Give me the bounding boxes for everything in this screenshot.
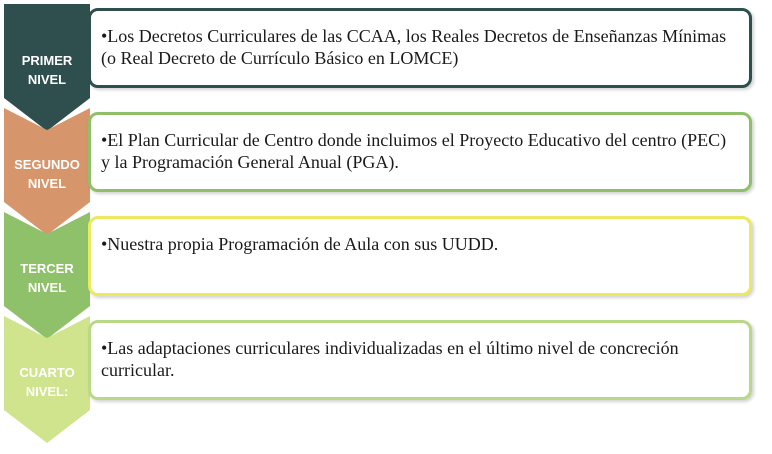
level-3-description: •Nuestra propia Programación de Aula con sus UUDD. — [101, 234, 499, 254]
level-4-description: •Las adaptaciones curriculares individualizadas en el último nivel de concreción curricular. — [101, 338, 679, 380]
level-2-label-line1: SEGUNDO — [14, 157, 80, 172]
level-4-description-box — [88, 320, 752, 400]
level-1-description: •Los Decretos Curriculares de las CCAA, los Reales Decretos de Enseñanzas Mínimas (o Real Decreto de Currículo Básico en LOMCE) — [101, 26, 727, 68]
level-4-label-line2: NIVEL: — [25, 384, 69, 399]
level-3-label-line1: TERCER — [20, 261, 74, 276]
level-3 — [0, 212, 772, 316]
level-4-label — [4, 363, 90, 401]
level-3-label-line2: NIVEL — [27, 280, 67, 295]
level-2-label-line2: NIVEL — [27, 176, 67, 191]
level-1 — [0, 4, 772, 108]
level-4 — [0, 316, 772, 420]
level-4-label-line1: CUARTO — [19, 365, 75, 380]
level-2-description: •El Plan Curricular de Centro donde incluimos el Proyecto Educativo del centro (PEC) y la Programación General Anual (PGA). — [101, 130, 727, 172]
level-2 — [0, 108, 772, 212]
level-4-chevron — [4, 316, 90, 443]
level-1-label — [4, 51, 90, 89]
level-2-label — [4, 155, 90, 193]
level-2-description-box — [88, 112, 752, 192]
level-1-label-line2: NIVEL — [27, 72, 67, 87]
level-1-description-box — [88, 8, 752, 88]
level-1-label-line1: PRIMER — [21, 53, 73, 68]
level-3-label — [4, 259, 90, 297]
level-3-description-box — [88, 216, 752, 296]
